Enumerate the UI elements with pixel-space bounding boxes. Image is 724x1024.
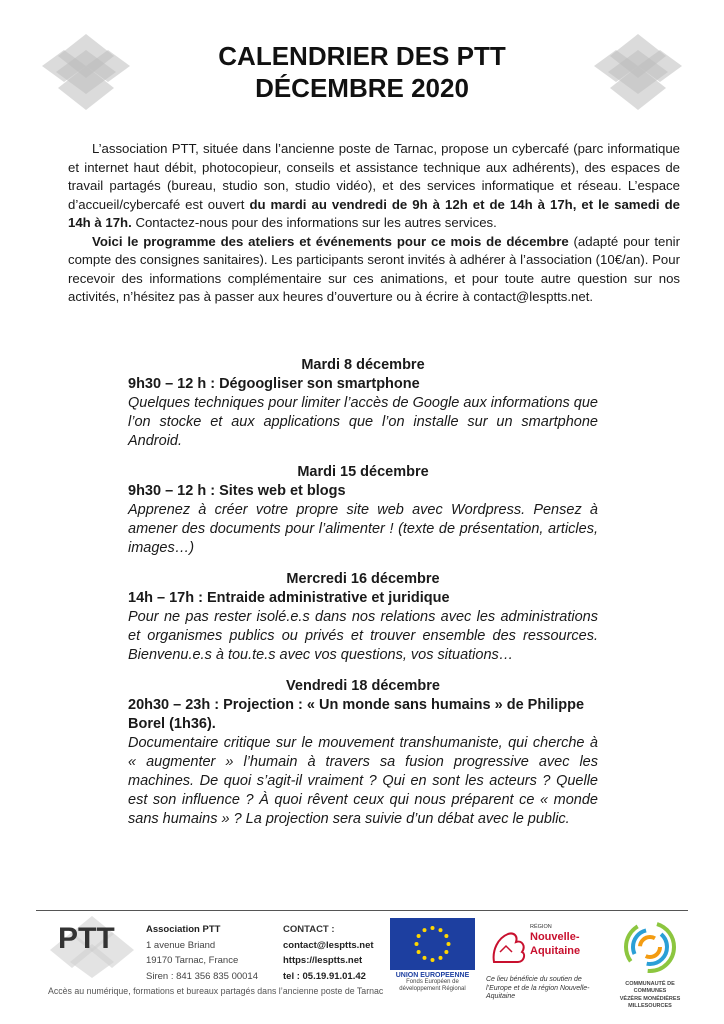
community-label-1: COMMUNAUTÉ DE COMMUNES	[625, 981, 675, 994]
address-line-2: 19170 Tarnac, France	[146, 955, 239, 966]
eu-caption: UNION EUROPEENNE	[395, 972, 470, 979]
programme-lead: Voici le programme des ateliers et événements pour ce mois de décembre	[92, 233, 569, 249]
eu-subtitle-2: développement Régional	[399, 986, 466, 992]
phone-number: tel : 05.19.91.01.42	[283, 970, 366, 982]
association-name: Association PTT	[146, 924, 221, 935]
event-description: Apprenez à créer votre propre site web avec Wordpress. Pensez à amener des documents pour l’alimenter ! (texte de présentation, articles, images…)	[128, 502, 598, 556]
na-logo-block	[486, 922, 606, 970]
address-line-1: 1 avenue Briand	[146, 939, 216, 951]
event-description: Pour ne pas rester isolé.e.s dans nos relations avec les administrations et organismes publics ou privés et trouver ensemble des ressources. Bienvenu.e.s à tou.te.s avec vos questions, vos situations…	[128, 609, 598, 663]
footer	[36, 918, 688, 1018]
eu-stars-icon	[390, 918, 475, 970]
swirl-logo-icon	[620, 920, 680, 974]
event-description: Documentaire critique sur le mouvement transhumaniste, qui cherche à « augmenter » l’humain à travers sa fusion progressive avec les machines. De quoi s’agit-il vraiment ? Qui en sont les acteurs ? Quelle est son influence ? À quoi rêvent ceux qui nous préparent ce « monde sans humains » ? La projection sera suivie d’un débat avec le public.	[128, 735, 598, 827]
na-name-line-1: Nouvelle-	[530, 931, 580, 943]
opening-hours: du mardi au vendredi de 9h à 12h et de 14h à 17h, et le samedi de 14h à 17h.	[68, 196, 680, 230]
events-list	[128, 356, 598, 841]
association-info	[146, 922, 258, 984]
ptt-logo: PTT	[58, 922, 115, 955]
eu-subtitle-1: Fonds Européen de	[406, 979, 459, 985]
contact-email-link[interactable]: contact@lesptts.net	[283, 939, 374, 951]
title-line-2: DÉCEMBRE 2020	[255, 73, 469, 103]
title-line-1: CALENDRIER DES PTT	[218, 41, 506, 71]
event-date: Vendredi 18 décembre	[286, 678, 440, 694]
na-support-text: Ce lieu bénéficie du soutien de l’Europe et de la région Nouvelle-Aquitaine	[486, 976, 590, 1000]
intro-paragraph-1	[68, 140, 680, 233]
na-name-line-2: Aquitaine	[530, 945, 581, 957]
page-title	[0, 40, 724, 104]
community-label-2: VÉZÈRE MONÉDIÈRES MILLESOURCES	[619, 996, 681, 1009]
na-region-label: RÉGION	[530, 924, 552, 930]
event-heading: 9h30 – 12 h : Dégoogliser son smartphone	[128, 376, 420, 392]
footer-tagline: Accès au numérique, formations et bureaux partagés dans l’ancienne poste de Tarnac	[48, 986, 384, 996]
event-description: Quelques techniques pour limiter l’accès de Google aux informations que l’on stocke et aux applications que l’on installe sur un smartphone Android.	[128, 395, 598, 449]
event-item	[128, 677, 598, 829]
intro-p1-text-a: L’association PTT, située dans l’ancienne poste de Tarnac, propose un cybercafé (parc informatique et internet haut débit, photocopieur, conseils et assistance technique aux adhérents), des espaces de travail partagés (bureau, studio son, studio vidéo), et des services informatique et réseau. L’espace d’accueil/cybercafé est ouvert	[68, 141, 680, 212]
footer-divider	[36, 910, 688, 911]
intro-p2-text: (adapté pour tenir compte des consignes sanitaires). Les participants seront invités à adhérer à l’association (10€/an). Pour recevoir des informations complémentaire sur ces animations, et pour toute autre question sur nos activités, n’hésitez pas à passer aux heures d’ouverture ou à écrire à contact@lesptts.net.	[68, 233, 680, 304]
website-link[interactable]: https://lesptts.net	[283, 955, 363, 966]
contact-header: CONTACT :	[283, 924, 335, 935]
contact-info	[283, 922, 374, 984]
eu-logo	[390, 918, 475, 993]
event-item	[128, 463, 598, 558]
event-date: Mardi 8 décembre	[301, 357, 425, 373]
event-date: Mercredi 16 décembre	[286, 571, 440, 587]
intro-p1-text-b: Contactez-nous pour des informations sur les autres services.	[131, 215, 497, 230]
event-heading: 9h30 – 12 h : Sites web et blogs	[128, 483, 346, 499]
event-item	[128, 356, 598, 451]
eu-flag-icon	[390, 918, 475, 970]
community-logo	[610, 920, 690, 1009]
event-heading: 20h30 – 23h : Projection : « Un monde sans humains » de Philippe Borel (1h36).	[128, 697, 585, 732]
intro-paragraph-2	[68, 233, 680, 307]
nouvelle-aquitaine-logo	[486, 922, 606, 1002]
event-item	[128, 570, 598, 665]
event-heading: 14h – 17h : Entraide administrative et juridique	[128, 590, 450, 606]
event-date: Mardi 15 décembre	[297, 464, 429, 480]
siren-number: Siren : 841 356 835 00014	[146, 970, 258, 982]
intro-section	[68, 140, 680, 307]
